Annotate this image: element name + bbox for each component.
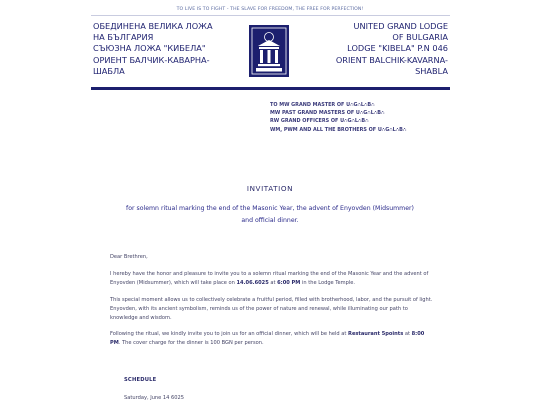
paragraph-ritual [110, 270, 436, 288]
invitation-subtitle [100, 203, 440, 226]
paragraph-text: in the Lodge Temple. [300, 279, 356, 286]
letterhead [91, 15, 450, 88]
letterhead-right-line: UNITED GRAND LODGE [353, 21, 448, 31]
recipient-line: WM, PWM AND ALL THE BROTHERS OF U∴G∴L∴B∴ [270, 126, 407, 133]
letter-body [110, 253, 436, 356]
letterhead-right-line: OF BULGARIA [392, 32, 448, 43]
paragraph-dinner [110, 330, 436, 348]
schedule-item: Saturday, June 14 6025 [124, 395, 184, 401]
letterhead-right-line: SHABLA [415, 65, 448, 76]
paragraph-text: I hereby have the honor and pleasure to invite you to a solemn ritual marking the end of the Masonic Year and the advent of Enyovden (Midsummer), which will take place on [110, 270, 429, 286]
letterhead-divider [91, 87, 450, 90]
lodge-seal-icon [249, 25, 289, 77]
letterhead-left-line: СЪЮЗНА ЛОЖА "КИБЕЛА" [93, 43, 206, 54]
letterhead-left-line: ОРИЕНТ БАЛЧИК-КАВАРНА- [93, 54, 210, 65]
motto: TO LIVE IS TO FIGHT - THE SLAVE FOR FREEDOM, THE FREE FOR PERFECTION! [176, 7, 364, 12]
letterhead-left-line: ОБЕДИНЕНА ВЕЛИКА ЛОЖА [93, 21, 213, 31]
invitation-title: INVITATION [246, 184, 294, 193]
dinner-time: 8:00 PM [110, 331, 425, 347]
letterhead-bulgarian [93, 21, 213, 77]
paragraph-text: at [403, 331, 412, 338]
event-time: 6:00 PM [277, 279, 301, 286]
letterhead-english [336, 21, 448, 77]
recipient-line: TO MW GRAND MASTER OF U∴G∴L∴B∴ [270, 102, 375, 108]
paragraph-meaning: This special moment allows us to collectively celebrate a fruitful period, filled with brotherhood, labor, and the pursuit of light. Enyovden, with its ancient symbolism, reminds us of the power of nature and renewal, while illuminating our path to knowledge and wisdom. [110, 296, 433, 321]
paragraph-text: at [268, 279, 278, 286]
invitation-subtitle-line: and official dinner. [241, 216, 299, 224]
dinner-venue: Restaurant 5points [348, 331, 404, 338]
letterhead-right-line: LODGE "KIBELA" P.N 046 [347, 43, 448, 54]
greeting: Dear Brethren, [110, 254, 148, 260]
schedule-heading: SCHEDULE [124, 377, 157, 383]
paragraph-text: . The cover charge for the dinner is 100 BGN per person. [118, 340, 264, 347]
recipient-line: MW PAST GRAND MASTERS OF U∴G∴L∴B∴ [270, 110, 385, 117]
paragraph-text: Following the ritual, we kindly invite you to join us for an official dinner, which will be held at [110, 331, 349, 338]
event-date: 14.06.6025 [236, 279, 269, 286]
letterhead-left-line: ШАБЛА [93, 65, 125, 76]
letterhead-right-line: ORIENT BALCHIK-KAVARNA- [335, 54, 448, 65]
recipient-line: RW GRAND OFFICERS OF U∴G∴L∴B∴ [270, 118, 369, 125]
invitation-subtitle-line: for solemn ritual marking the end of the Masonic Year, the advent of Enyovden (Midsummer) [126, 205, 414, 212]
letterhead-left-line: НА БЪЛГАРИЯ [93, 32, 154, 43]
recipients-block [270, 101, 406, 134]
